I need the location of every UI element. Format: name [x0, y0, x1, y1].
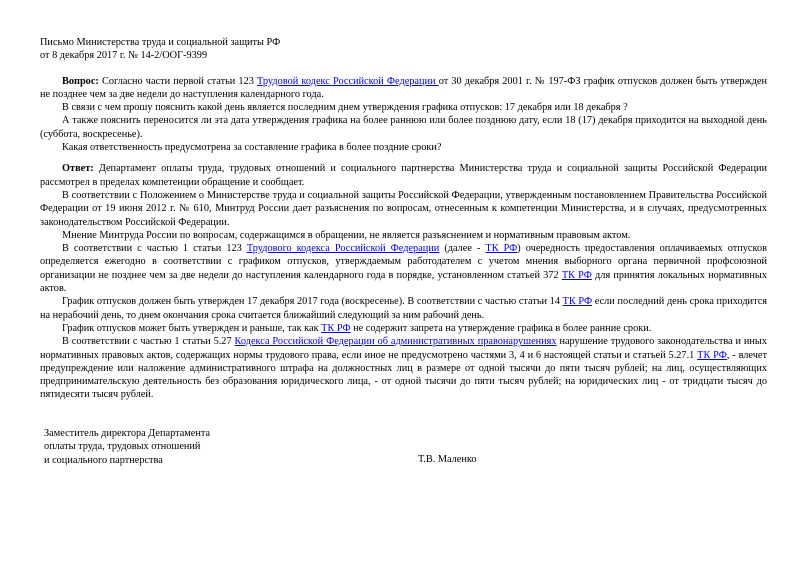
labor-code-link[interactable]: Трудового кодекса Российской Федерации — [246, 243, 440, 255]
question-label: Вопрос: — [62, 75, 99, 87]
question-paragraph-1: Вопрос: Согласно части первой статьи 123 Трудовой кодекс Российской Федерации от 30 декабря 2001 г. № 197-ФЗ график отпусков должен быть утвержден не позднее чем за две недели до наступления календарного года. — [40, 75, 767, 100]
answer-section — [40, 162, 767, 401]
answer-paragraph-4: В соответствии с частью 1 статьи 123 Трудового кодекса Российской Федерации (далее - ТК РФ) очередность предоставления оплачиваемых отпусков определяется ежегодно в соответствии с графиком отпусков, утверждаемым работодателем с учетом мнения выборного органа первичной профсоюзной организации не позднее чем за две недели до наступления календарного года в порядке, установленном статьей 372 ТК РФ для принятия локальных нормативных актов. — [40, 243, 767, 295]
answer-paragraph-7: В соответствии с частью 1 статьи 5.27 Кодекса Российской Федерации об административных правонарушениях нарушение трудового законодательства и иных нормативных правовых актов, содержащих нормы трудового права, если иное не предусмотрено частями 3, 4 и 6 настоящей статьи и статьей 5.27.1 ТК РФ, - влечет предупреждение или наложение административного штрафа на должностных лиц в размере от одной тысячи до пяти тысяч рублей; на лиц, осуществляющих предпринимательскую деятельность без образования юридического лица, - от одной тысячи до пяти тысяч рублей; на юридических лиц - от тридцати тысяч до пятидесяти тысяч рублей. — [40, 336, 768, 401]
tk-rf-link[interactable]: ТК РФ — [561, 269, 592, 281]
signer-position-line-3: и социального партнерства — [44, 454, 163, 466]
answer-paragraph-6: График отпусков может быть утвержден и раньше, так как ТК РФ не содержит запрета на утверждение графика в более ранние сроки. — [62, 322, 652, 334]
signer-position-line-2: оплаты труда, трудовых отношений — [44, 441, 201, 453]
tk-rf-link[interactable]: ТК РФ — [485, 243, 518, 255]
header-title: Письмо Министерства труда и социальной защиты РФ — [40, 37, 281, 48]
answer-paragraph-3: Мнение Минтруда России по вопросам, содержащимся в обращении, не является разъяснением и нормативным правовым актом. — [62, 229, 631, 241]
answer-paragraph-2: В соответствии с Положением о Министерстве труда и социальной защиты Российской Федерации, утвержденным постановлением Правительства Российской Федерации от 19 июня 2012 г. № 610, Минтруд России дает разъяснения по вопросам, отнесенным к компетенции Министерства, и в случаях, предусмотренных законодательством Российской Федерации. — [40, 189, 767, 228]
question-paragraph-2: В связи с чем прошу пояснить какой день является последним днем утверждения графика отпусков: 17 декабря или 18 декабря ? — [62, 102, 628, 114]
answer-paragraph-5: График отпусков должен быть утвержден 17 декабря 2017 года (воскресенье). В соответствии с частью статьи 14 ТК РФ если последний день срока приходится на нерабочий день, то днем окончания срока считается ближайший следующий за ним рабочий день. — [40, 296, 767, 321]
tk-rf-link[interactable]: ТК РФ — [321, 322, 351, 334]
tk-rf-link[interactable]: ТК РФ — [562, 296, 593, 308]
answer-label: Ответ: — [62, 163, 94, 175]
tk-rf-link[interactable]: ТК РФ — [697, 349, 727, 361]
question-section — [40, 75, 767, 155]
question-paragraph-3: А также пояснить переносится ли эта дата утверждения графика на более раннюю или более позднюю дату, если 18 (17) декабря приходится на выходной день (суббота, воскресенье). — [40, 115, 767, 140]
question-paragraph-4: Какая ответственность предусмотрена за составление графика в более поздние сроки? — [62, 142, 442, 154]
signer-name: Т.В. Маленко — [418, 454, 477, 465]
labor-code-link[interactable]: Трудовой кодекс Российской Федерации — [257, 75, 439, 87]
header-date-number: от 8 декабря 2017 г. № 14-2/ООГ-9399 — [40, 50, 208, 62]
signature-block — [44, 427, 210, 467]
admin-code-link[interactable]: Кодекса Российской Федерации об административных правонарушениях — [234, 336, 557, 348]
document-header — [40, 36, 767, 63]
letter-page — [40, 36, 767, 402]
signer-position-line-1: Заместитель директора Департамента — [44, 428, 211, 439]
answer-paragraph-1: Ответ: Департамент оплаты труда, трудовых отношений и социального партнерства Министерства труда и социальной защиты Российской Федерации рассмотрел в пределах компетенции обращение и сообщает. — [40, 163, 767, 188]
